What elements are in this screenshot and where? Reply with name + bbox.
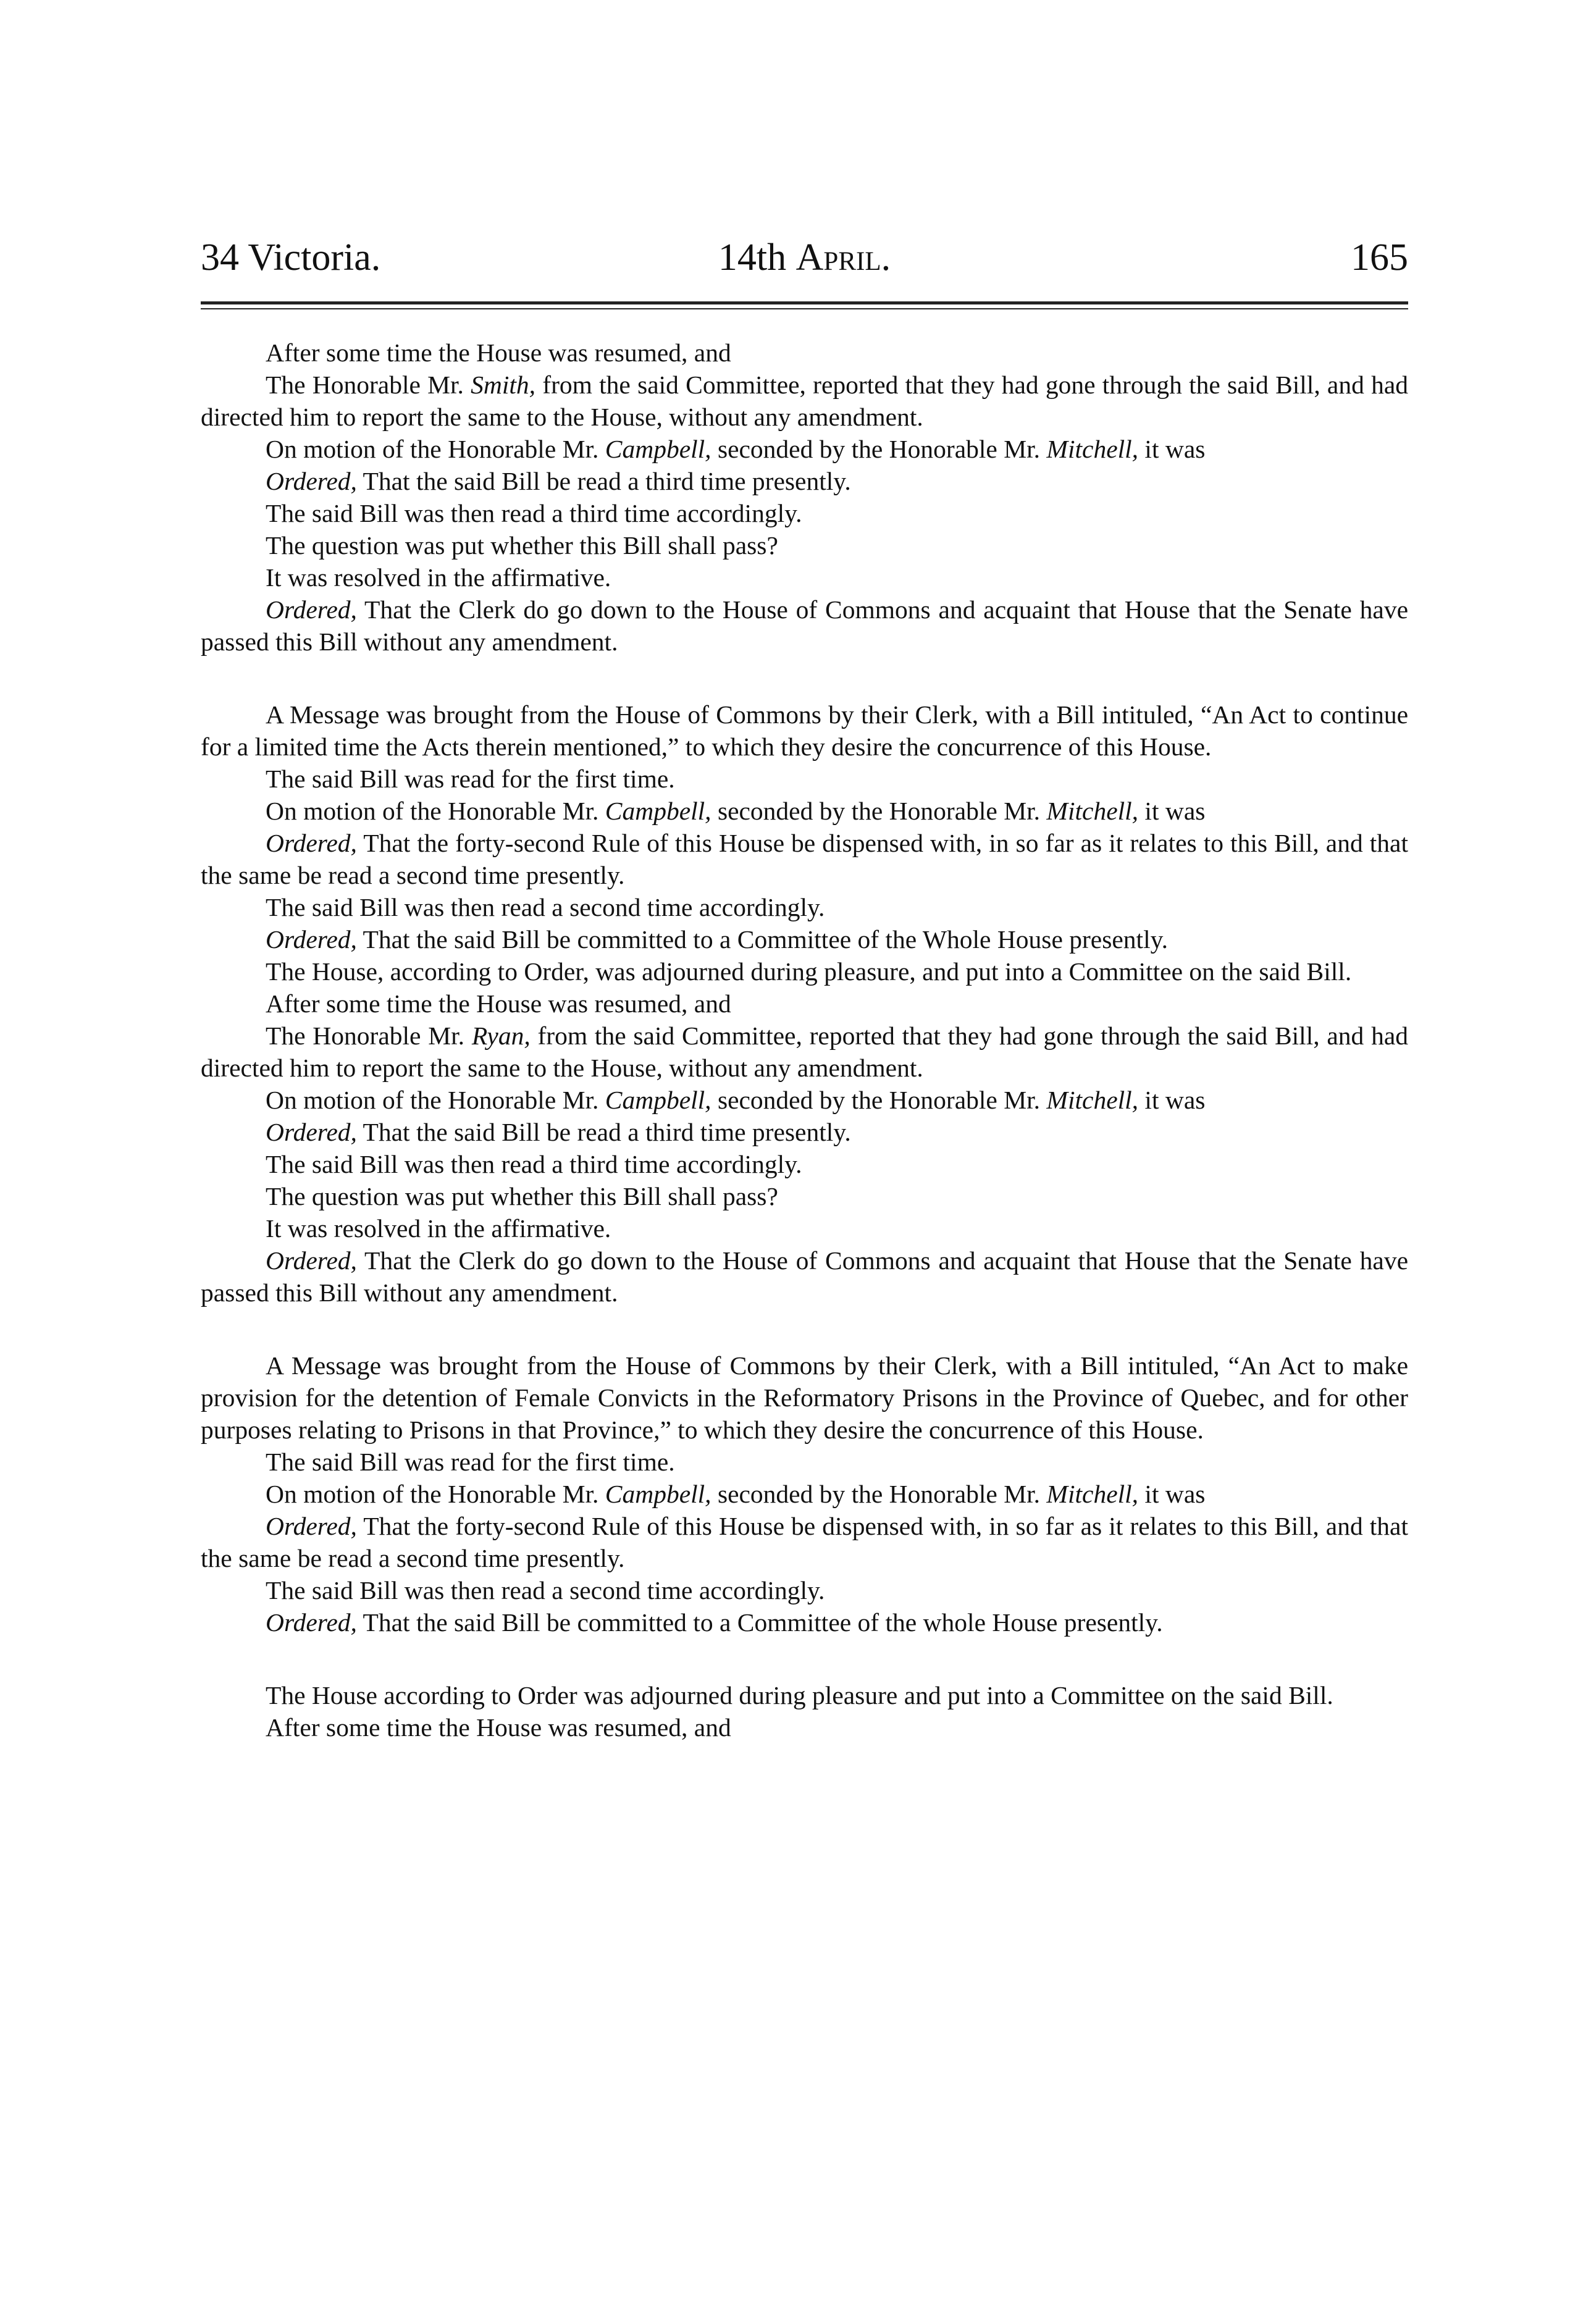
paragraph: The said Bill was read for the first time. [266, 765, 675, 793]
ordered-lead: Ordered, [266, 1246, 357, 1275]
paragraph: Ordered, That the Clerk do go down to the House of Commons and acquaint that House that the Senate have passed this Bill without any amendment. [201, 1246, 1408, 1307]
journal-page [201, 0, 1408, 2324]
paragraph: The Honorable Mr. Ryan, from the said Committee, reported that they had gone through the said Bill, and had directed him to report the same to the House, without any amendment. [201, 1021, 1408, 1082]
paragraph: On motion of the Honorable Mr. Campbell, seconded by the Honorable Mr. Mitchell, it was [266, 1480, 1206, 1508]
member-name: Campbell, [605, 435, 711, 463]
paragraph: A Message was brought from the House of Commons by their Clerk, with a Bill intituled, “An Act to make provision for the detention of Female Convicts in the Reformatory Prisons in the Province of Quebec, and for other purposes relating to Prisons in that Province,” to which they desire the concurrence of this House. [201, 1351, 1408, 1444]
paragraph: Ordered, That the said Bill be committed to a Committee of the whole House presently. [266, 1608, 1163, 1637]
paragraph: On motion of the Honorable Mr. Campbell, seconded by the Honorable Mr. Mitchell, it was [266, 797, 1206, 825]
paragraph: On motion of the Honorable Mr. Campbell, seconded by the Honorable Mr. Mitchell, it was [266, 435, 1206, 463]
paragraph: The said Bill was then read a third time accordingly. [266, 499, 802, 527]
paragraph: The said Bill was then read a second time accordingly. [266, 1576, 825, 1605]
member-name: Campbell, [605, 797, 711, 825]
ordered-lead: Ordered, [266, 467, 357, 495]
ordered-lead: Ordered, [266, 595, 357, 624]
paragraph: Ordered, That the said Bill be committed to a Committee of the Whole House presently. [266, 925, 1169, 954]
date-day: 14th [718, 237, 787, 279]
paragraph: The House according to Order was adjourned during pleasure and put into a Committee on the said Bill. [266, 1681, 1333, 1709]
ordered-lead: Ordered, [266, 1512, 357, 1540]
paragraph: Ordered, That the said Bill be read a third time presently. [266, 467, 851, 495]
paragraph: After some time the House was resumed, and [266, 1713, 731, 1742]
paragraph: The Honorable Mr. Smith, from the said Committee, reported that they had gone through the said Bill, and had directed him to report the same to the House, without any amendment. [201, 371, 1408, 431]
ordered-lead: Ordered, [266, 1608, 357, 1637]
paragraph: The question was put whether this Bill shall pass? [266, 531, 778, 560]
paragraph: After some time the House was resumed, and [266, 338, 731, 367]
paragraph: The said Bill was read for the first time. [266, 1448, 675, 1476]
paragraph: The said Bill was then read a third time accordingly. [266, 1150, 802, 1178]
ordered-lead: Ordered, [266, 1118, 357, 1146]
journal-body [201, 337, 1408, 1743]
running-head [201, 230, 1408, 285]
paragraph: Ordered, That the said Bill be read a third time presently. [266, 1118, 851, 1146]
paragraph: On motion of the Honorable Mr. Campbell, seconded by the Honorable Mr. Mitchell, it was [266, 1086, 1206, 1114]
member-name: Ryan, [471, 1021, 531, 1050]
ordered-lead: Ordered, [266, 829, 357, 857]
header-rule-thin [201, 308, 1408, 309]
paragraph: It was resolved in the affirmative. [266, 563, 611, 592]
member-name: Mitchell, [1046, 797, 1139, 825]
member-name: Smith, [471, 371, 536, 399]
paragraph: The House, according to Order, was adjourned during pleasure, and put into a Committee on the said Bill. [266, 957, 1352, 986]
date-month: April. [795, 237, 891, 279]
paragraph: After some time the House was resumed, and [266, 989, 731, 1018]
member-name: Mitchell, [1046, 1086, 1139, 1114]
member-name: Campbell, [605, 1086, 711, 1114]
paragraph: It was resolved in the affirmative. [266, 1214, 611, 1243]
member-name: Mitchell, [1046, 435, 1139, 463]
regnal-year: 34 Victoria. [201, 237, 381, 279]
paragraph: Ordered, That the forty-second Rule of this House be dispensed with, in so far as it relates to this Bill, and that the same be read a second time presently. [201, 1512, 1408, 1572]
page-date [201, 230, 1408, 285]
member-name: Campbell, [605, 1480, 711, 1508]
header-rule-thick [201, 301, 1408, 304]
paragraph: A Message was brought from the House of Commons by their Clerk, with a Bill intituled, “An Act to continue for a limited time the Acts therein mentioned,” to which they desire the concurrence of this House. [201, 700, 1408, 761]
paragraph: The said Bill was then read a second time accordingly. [266, 893, 825, 921]
paragraph: The question was put whether this Bill shall pass? [266, 1182, 778, 1210]
paragraph: Ordered, That the Clerk do go down to the House of Commons and acquaint that House that the Senate have passed this Bill without any amendment. [201, 595, 1408, 656]
page-number: 165 [1351, 237, 1408, 279]
member-name: Mitchell, [1046, 1480, 1139, 1508]
paragraph: Ordered, That the forty-second Rule of this House be dispensed with, in so far as it relates to this Bill, and that the same be read a second time presently. [201, 829, 1408, 889]
ordered-lead: Ordered, [266, 925, 357, 954]
